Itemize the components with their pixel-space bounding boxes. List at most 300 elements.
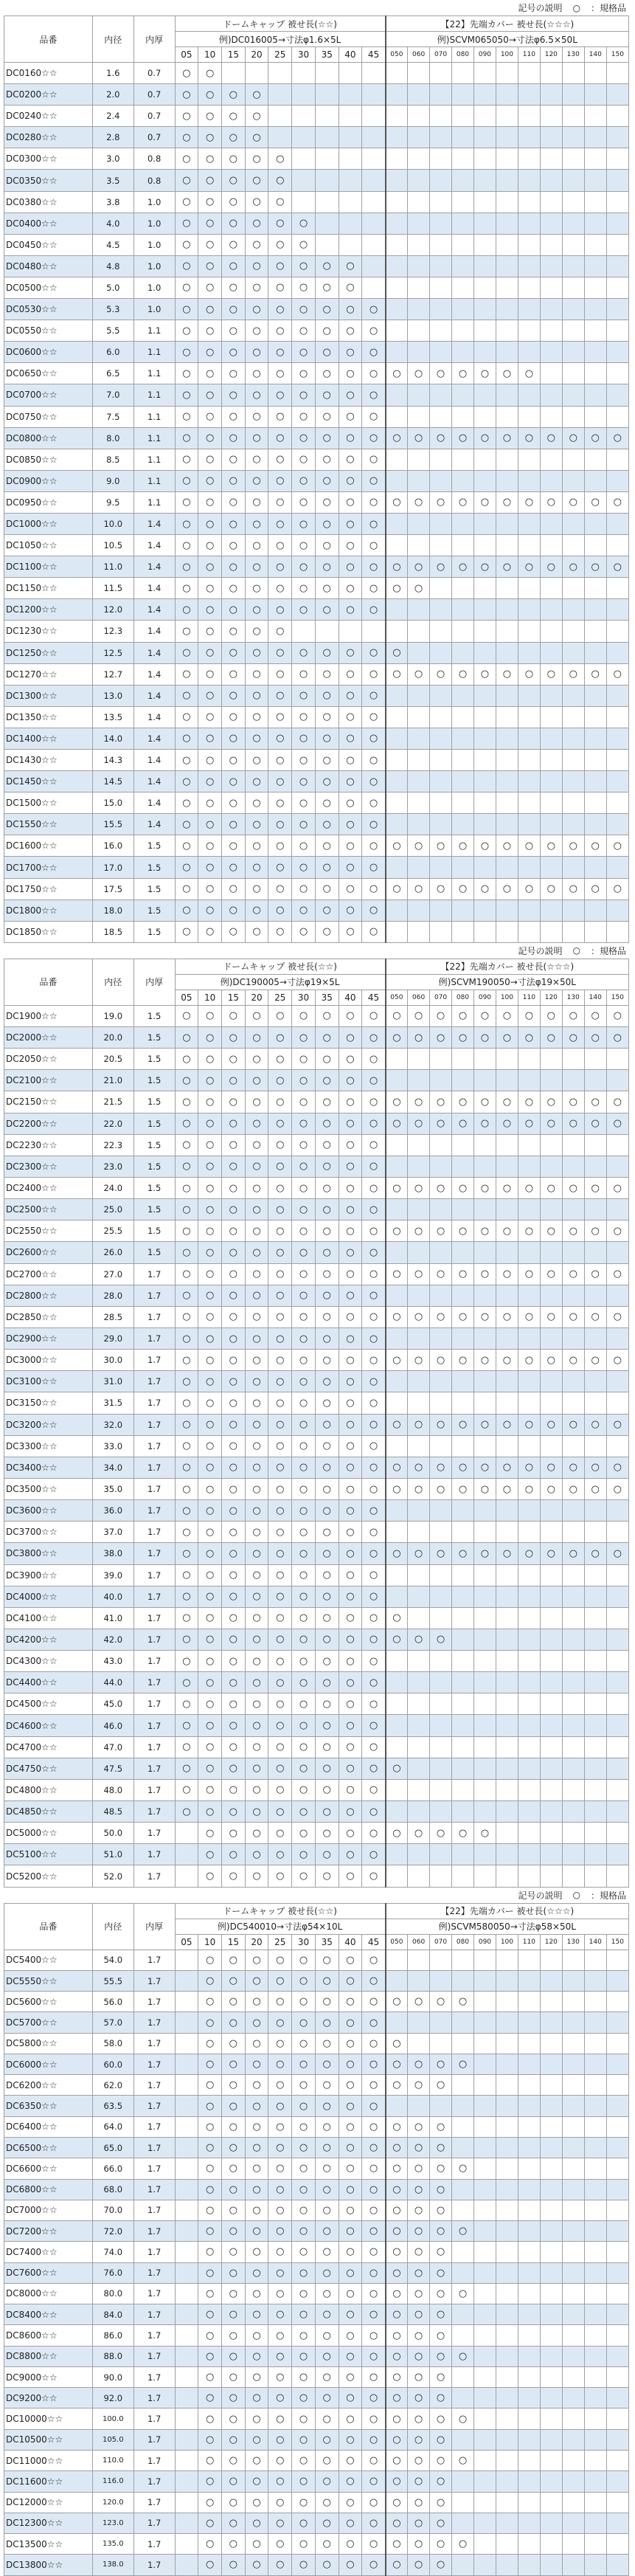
cover-empty-cell (518, 1693, 540, 1715)
dome-availability-mark: ○ (268, 1693, 292, 1715)
table-row (4, 1049, 629, 1070)
cover-empty-cell (562, 2242, 584, 2262)
dome-availability-mark: ○ (339, 1220, 362, 1242)
cover-availability-mark: ○ (452, 1543, 474, 1564)
part-number: DC2200☆☆ (4, 1113, 93, 1134)
cover-availability-mark: ○ (452, 1113, 474, 1134)
dome-availability-mark: ○ (315, 1823, 339, 1844)
cover-availability-mark: ○ (606, 1543, 628, 1564)
cover-empty-cell (606, 2096, 628, 2116)
dome-availability-mark: ○ (221, 2388, 245, 2408)
cover-empty-cell (562, 449, 584, 470)
dome-availability-mark: ○ (245, 277, 268, 298)
table-row (4, 363, 629, 384)
dome-availability-mark: ○ (175, 148, 198, 170)
dome-availability-mark: ○ (175, 1414, 198, 1435)
dome-availability-mark: ○ (245, 1758, 268, 1779)
cover-empty-cell (584, 750, 606, 771)
table-row (4, 234, 629, 255)
cover-availability-mark: ○ (584, 1478, 606, 1499)
cover-availability-mark: ○ (386, 2450, 408, 2470)
legend-label: 記号の説明 (518, 945, 563, 956)
cover-empty-cell (584, 1199, 606, 1220)
dome-availability-mark: ○ (315, 2429, 339, 2450)
inner-diameter: 15.0 (92, 793, 133, 814)
cover-availability-mark: ○ (540, 1177, 562, 1198)
cover-empty-cell (473, 1435, 496, 1457)
dome-availability-mark: ○ (292, 2242, 316, 2262)
cover-empty-cell (386, 1371, 408, 1392)
dome-availability-mark: ○ (245, 1801, 268, 1823)
cover-empty-cell (540, 1715, 562, 1736)
cover-empty-cell (386, 170, 408, 191)
cover-empty-cell (408, 63, 430, 84)
dome-availability-mark: ○ (175, 1564, 198, 1586)
cover-empty-cell (430, 1522, 452, 1543)
cover-empty-cell (408, 1950, 430, 1970)
dome-availability-mark: ○ (175, 685, 198, 706)
cover-empty-cell (496, 1715, 518, 1736)
inner-diameter: 135.0 (92, 2534, 133, 2555)
table-row (4, 1134, 629, 1156)
legend-circle-icon: ○ (572, 945, 580, 956)
dome-availability-mark: ○ (268, 1715, 292, 1736)
dome-availability-mark: ○ (268, 213, 292, 234)
cover-empty-cell (518, 857, 540, 878)
dome-availability-mark: ○ (292, 1950, 316, 1970)
cover-availability-mark: ○ (452, 1823, 474, 1844)
legend-meaning: ：規格品 (590, 3, 626, 13)
dome-availability-mark: ○ (362, 2012, 386, 2033)
cover-empty-cell (496, 2242, 518, 2262)
cover-availability-mark: ○ (496, 835, 518, 857)
dome-availability-mark: ○ (315, 1285, 339, 1306)
dome-availability-mark: ○ (245, 1199, 268, 1220)
part-number: DC4500☆☆ (4, 1693, 93, 1715)
dome-availability-mark: ○ (198, 2200, 222, 2220)
inner-diameter: 9.5 (92, 491, 133, 513)
dome-availability-mark: ○ (198, 2283, 222, 2304)
cover-empty-cell (540, 2283, 562, 2304)
dome-availability-mark: ○ (268, 621, 292, 642)
dome-availability-mark: ○ (245, 2471, 268, 2492)
dome-availability-mark: ○ (268, 663, 292, 685)
dome-availability-mark: ○ (362, 1672, 386, 1693)
dome-availability-mark: ○ (292, 2429, 316, 2450)
header-name: 品番 (4, 1903, 93, 1950)
dome-availability-mark: ○ (221, 793, 245, 814)
dome-availability-mark: ○ (339, 1970, 362, 1991)
cover-empty-cell (540, 685, 562, 706)
cover-empty-cell (430, 1156, 452, 1177)
dome-availability-mark: ○ (292, 2221, 316, 2242)
dome-availability-mark: ○ (292, 255, 316, 277)
dome-availability-mark: ○ (245, 299, 268, 320)
cover-availability-mark: ○ (408, 2450, 430, 2470)
dome-availability-mark: ○ (175, 1779, 198, 1800)
cover-empty-cell (496, 2366, 518, 2387)
dome-availability-mark: ○ (362, 2179, 386, 2200)
table-row (4, 2221, 629, 2242)
dome-availability-mark: ○ (268, 1651, 292, 1672)
cover-example: 例)SCVM065050→寸法φ6.5×50L (386, 32, 629, 47)
cover-availability-mark: ○ (408, 1306, 430, 1327)
cover-col-header: 090 (473, 990, 496, 1005)
dome-availability-mark: ○ (315, 1371, 339, 1392)
dome-availability-mark: ○ (362, 814, 386, 835)
dome-availability-mark: ○ (245, 599, 268, 621)
cover-empty-cell (540, 1844, 562, 1865)
cover-availability-mark: ○ (408, 2471, 430, 2492)
cover-empty-cell (606, 1672, 628, 1693)
dome-availability-mark: ○ (245, 642, 268, 663)
cover-empty-cell (540, 1992, 562, 2012)
inner-diameter: 84.0 (92, 2304, 133, 2325)
cover-empty-cell (518, 814, 540, 835)
dome-availability-mark: ○ (315, 491, 339, 513)
cover-empty-cell (496, 63, 518, 84)
cover-empty-cell (584, 1629, 606, 1650)
dome-availability-mark: ○ (245, 621, 268, 642)
cover-empty-cell (562, 148, 584, 170)
dome-availability-mark: ○ (315, 599, 339, 621)
dome-availability-mark: ○ (198, 2221, 222, 2242)
dome-availability-mark: ○ (245, 1242, 268, 1263)
dome-availability-mark: ○ (268, 1350, 292, 1371)
thickness: 1.7 (133, 1435, 175, 1457)
dome-availability-mark: ○ (175, 1091, 198, 1113)
dome-availability-mark: ○ (315, 2366, 339, 2387)
cover-availability-mark: ○ (430, 2325, 452, 2346)
cover-empty-cell (562, 578, 584, 599)
cover-empty-cell (430, 1134, 452, 1156)
dome-availability-mark: ○ (315, 2075, 339, 2096)
cover-empty-cell (606, 234, 628, 255)
dome-availability-mark: ○ (245, 2283, 268, 2304)
cover-empty-cell (386, 299, 408, 320)
cover-empty-cell (408, 127, 430, 148)
cover-empty-cell (540, 1285, 562, 1306)
cover-empty-cell (562, 2346, 584, 2366)
cover-empty-cell (562, 771, 584, 793)
dome-availability-mark: ○ (198, 1177, 222, 1198)
dome-availability-mark: ○ (292, 535, 316, 556)
cover-availability-mark: ○ (562, 1005, 584, 1026)
dome-availability-mark: ○ (175, 793, 198, 814)
table-row (4, 342, 629, 363)
dome-availability-mark: ○ (292, 2033, 316, 2054)
inner-diameter: 11.5 (92, 578, 133, 599)
cover-availability-mark: ○ (430, 427, 452, 449)
cover-empty-cell (452, 2262, 474, 2283)
table-row (4, 1457, 629, 1478)
dome-availability-mark: ○ (245, 2325, 268, 2346)
cover-empty-cell (518, 2138, 540, 2158)
cover-empty-cell (452, 2513, 474, 2533)
table-row (4, 1715, 629, 1736)
dome-availability-mark: ○ (268, 234, 292, 255)
legend-circle-icon: ○ (572, 2, 580, 13)
dome-empty-cell (175, 2346, 198, 2366)
cover-empty-cell (540, 2262, 562, 2283)
cover-empty-cell (496, 1865, 518, 1887)
cover-empty-cell (518, 728, 540, 749)
cover-col-header: 060 (408, 1934, 430, 1950)
dome-availability-mark: ○ (339, 427, 362, 449)
cover-availability-mark: ○ (430, 2138, 452, 2158)
dome-availability-mark: ○ (268, 556, 292, 578)
dome-availability-mark: ○ (268, 148, 292, 170)
cover-empty-cell (540, 2408, 562, 2429)
dome-availability-mark: ○ (339, 1865, 362, 1887)
dome-availability-mark: ○ (175, 663, 198, 685)
cover-empty-cell (473, 1285, 496, 1306)
cover-empty-cell (386, 771, 408, 793)
dome-availability-mark: ○ (175, 1156, 198, 1177)
cover-empty-cell (430, 750, 452, 771)
cover-empty-cell (473, 1134, 496, 1156)
dome-availability-mark: ○ (175, 1651, 198, 1672)
part-number: DC0200☆☆ (4, 84, 93, 106)
cover-availability-mark: ○ (408, 835, 430, 857)
part-number: DC1100☆☆ (4, 556, 93, 578)
cover-empty-cell (386, 1736, 408, 1758)
dome-availability-mark: ○ (315, 384, 339, 406)
cover-availability-mark: ○ (562, 1478, 584, 1499)
legend-circle-icon: ○ (572, 1890, 580, 1901)
dome-availability-mark: ○ (315, 578, 339, 599)
dome-empty-cell (175, 2366, 198, 2387)
dome-availability-mark: ○ (315, 299, 339, 320)
cover-empty-cell (452, 1371, 474, 1392)
dome-availability-mark: ○ (292, 1823, 316, 1844)
cover-empty-cell (606, 2138, 628, 2158)
cover-empty-cell (473, 2116, 496, 2137)
cover-col-header: 130 (562, 47, 584, 63)
dome-availability-mark: ○ (362, 2054, 386, 2074)
dome-availability-mark: ○ (175, 857, 198, 878)
cover-empty-cell (540, 234, 562, 255)
dome-availability-mark: ○ (339, 363, 362, 384)
cover-availability-mark: ○ (496, 1543, 518, 1564)
inner-diameter: 58.0 (92, 2033, 133, 2054)
cover-empty-cell (452, 1950, 474, 1970)
dome-availability-mark: ○ (198, 578, 222, 599)
cover-empty-cell (606, 2054, 628, 2074)
cover-empty-cell (452, 1049, 474, 1070)
dome-availability-mark: ○ (268, 1285, 292, 1306)
dome-availability-mark: ○ (315, 535, 339, 556)
dome-availability-mark: ○ (362, 2304, 386, 2325)
cover-empty-cell (562, 2096, 584, 2116)
dome-availability-mark: ○ (268, 835, 292, 857)
cover-empty-cell (473, 2221, 496, 2242)
cover-empty-cell (496, 1371, 518, 1392)
dome-empty-cell (315, 234, 339, 255)
cover-availability-mark: ○ (386, 1414, 408, 1435)
dome-availability-mark: ○ (362, 1865, 386, 1887)
dome-availability-mark: ○ (268, 1758, 292, 1779)
dome-availability-mark: ○ (315, 2116, 339, 2137)
cover-availability-mark: ○ (386, 2158, 408, 2179)
cover-empty-cell (452, 148, 474, 170)
thickness: 1.5 (133, 1005, 175, 1026)
cover-empty-cell (408, 2096, 430, 2116)
cover-empty-cell (562, 1801, 584, 1823)
dome-availability-mark: ○ (198, 1327, 222, 1349)
cover-empty-cell (540, 750, 562, 771)
thickness: 1.7 (133, 1285, 175, 1306)
cover-empty-cell (562, 1500, 584, 1522)
dome-empty-cell (339, 63, 362, 84)
cover-availability-mark: ○ (408, 1220, 430, 1242)
dome-availability-mark: ○ (292, 2012, 316, 2033)
cover-empty-cell (562, 1823, 584, 1844)
cover-empty-cell (606, 470, 628, 491)
dome-availability-mark: ○ (315, 793, 339, 814)
part-number: DC10500☆☆ (4, 2429, 93, 2450)
cover-empty-cell (452, 771, 474, 793)
cover-empty-cell (518, 578, 540, 599)
dome-availability-mark: ○ (315, 2408, 339, 2429)
dome-col-header: 10 (198, 990, 222, 1005)
cover-availability-mark: ○ (430, 878, 452, 899)
dome-availability-mark: ○ (315, 1026, 339, 1048)
dome-availability-mark: ○ (175, 191, 198, 213)
cover-empty-cell (408, 793, 430, 814)
thickness: 1.7 (133, 2116, 175, 2137)
cover-empty-cell (473, 2262, 496, 2283)
dome-col-header: 05 (175, 1934, 198, 1950)
dome-col-header: 30 (292, 1934, 316, 1950)
cover-empty-cell (473, 706, 496, 728)
dome-availability-mark: ○ (292, 2262, 316, 2283)
cover-empty-cell (606, 84, 628, 106)
dome-availability-mark: ○ (292, 1327, 316, 1349)
cover-empty-cell (540, 470, 562, 491)
cover-empty-cell (408, 1715, 430, 1736)
cover-empty-cell (408, 1392, 430, 1414)
dome-col-header: 40 (339, 47, 362, 63)
part-number: DC8000☆☆ (4, 2283, 93, 2304)
cover-empty-cell (518, 170, 540, 191)
cover-empty-cell (408, 1435, 430, 1457)
dome-availability-mark: ○ (362, 1500, 386, 1522)
cover-empty-cell (452, 2012, 474, 2033)
cover-empty-cell (606, 1607, 628, 1629)
cover-availability-mark: ○ (518, 663, 540, 685)
cover-empty-cell (562, 1156, 584, 1177)
part-number: DC3700☆☆ (4, 1522, 93, 1543)
cover-empty-cell (473, 2304, 496, 2325)
cover-empty-cell (496, 1586, 518, 1607)
cover-empty-cell (540, 513, 562, 534)
dome-availability-mark: ○ (268, 2513, 292, 2533)
dome-availability-mark: ○ (292, 2555, 316, 2575)
dome-empty-cell (175, 2075, 198, 2096)
cover-empty-cell (430, 857, 452, 878)
cover-empty-cell (430, 1950, 452, 1970)
dome-availability-mark: ○ (292, 1607, 316, 1629)
inner-diameter: 9.0 (92, 470, 133, 491)
cover-empty-cell (606, 771, 628, 793)
cover-empty-cell (452, 1844, 474, 1865)
cover-empty-cell (606, 299, 628, 320)
dome-availability-mark: ○ (245, 148, 268, 170)
cover-empty-cell (473, 1199, 496, 1220)
cover-empty-cell (606, 2513, 628, 2533)
thickness: 1.7 (133, 2534, 175, 2555)
dome-empty-cell (175, 2096, 198, 2116)
cover-empty-cell (518, 1779, 540, 1800)
inner-diameter: 72.0 (92, 2221, 133, 2242)
cover-availability-mark: ○ (408, 2429, 430, 2450)
cover-availability-mark: ○ (430, 1220, 452, 1242)
thickness: 1.5 (133, 857, 175, 878)
cover-empty-cell (562, 706, 584, 728)
dome-availability-mark: ○ (292, 363, 316, 384)
cover-availability-mark: ○ (452, 2346, 474, 2366)
dome-availability-mark: ○ (315, 2221, 339, 2242)
part-number: DC3200☆☆ (4, 1414, 93, 1435)
cover-col-header: 070 (430, 1934, 452, 1950)
table-row (4, 170, 629, 191)
cover-empty-cell (562, 1049, 584, 1070)
cover-empty-cell (430, 1607, 452, 1629)
dome-availability-mark: ○ (198, 728, 222, 749)
cover-availability-mark: ○ (386, 1350, 408, 1371)
dome-availability-mark: ○ (221, 1263, 245, 1285)
cover-availability-mark: ○ (584, 878, 606, 899)
cover-empty-cell (584, 363, 606, 384)
table-row (4, 1500, 629, 1522)
dome-availability-mark: ○ (221, 1543, 245, 1564)
cover-empty-cell (408, 1371, 430, 1392)
dome-availability-mark: ○ (268, 1371, 292, 1392)
dome-empty-cell (268, 127, 292, 148)
cover-empty-cell (452, 621, 474, 642)
cover-empty-cell (408, 728, 430, 749)
cover-empty-cell (518, 406, 540, 427)
cover-empty-cell (496, 2408, 518, 2429)
table-row (4, 1992, 629, 2012)
dome-availability-mark: ○ (245, 470, 268, 491)
cover-empty-cell (540, 1070, 562, 1091)
thickness: 1.7 (133, 2242, 175, 2262)
thickness: 0.8 (133, 148, 175, 170)
header-name: 品番 (4, 16, 93, 63)
dome-availability-mark: ○ (315, 2158, 339, 2179)
cover-empty-cell (496, 2096, 518, 2116)
table-row (4, 1026, 629, 1048)
dome-availability-mark: ○ (339, 1543, 362, 1564)
dome-availability-mark: ○ (362, 599, 386, 621)
cover-empty-cell (473, 921, 496, 942)
cover-empty-cell (496, 1049, 518, 1070)
cover-empty-cell (408, 1564, 430, 1586)
cover-empty-cell (430, 342, 452, 363)
inner-diameter: 47.5 (92, 1758, 133, 1779)
cover-availability-mark: ○ (540, 556, 562, 578)
dome-availability-mark: ○ (245, 2242, 268, 2262)
dome-availability-mark: ○ (362, 642, 386, 663)
cover-empty-cell (408, 1285, 430, 1306)
thickness: 0.7 (133, 84, 175, 106)
cover-empty-cell (540, 599, 562, 621)
cover-empty-cell (386, 2096, 408, 2116)
dome-availability-mark: ○ (268, 2075, 292, 2096)
dome-availability-mark: ○ (315, 1478, 339, 1499)
